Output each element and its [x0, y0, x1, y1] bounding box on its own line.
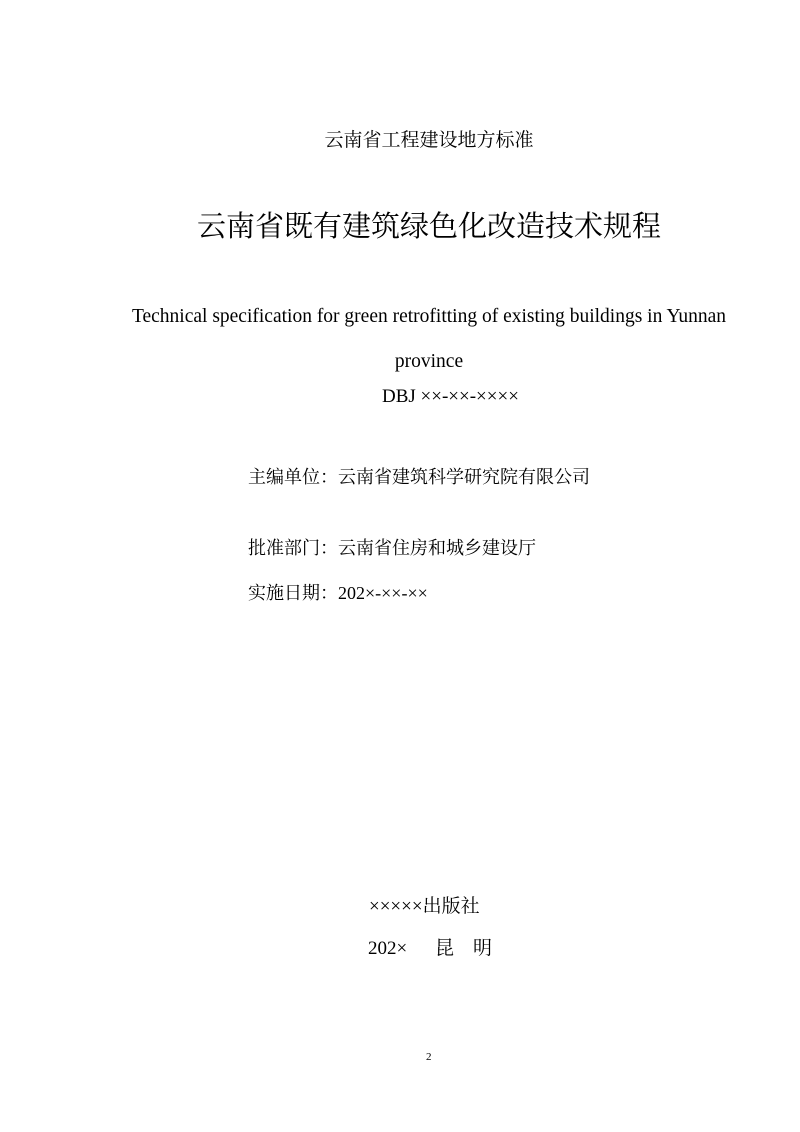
title-chinese: 云南省既有建筑绿色化改造技术规程 [196, 211, 661, 243]
chief-editor-unit: 主编单位：云南省建筑科学研究院有限公司 [248, 467, 590, 487]
page-number: 2 [426, 1051, 432, 1063]
title-english-line2: province [394, 351, 464, 372]
effective-date: 实施日期：202×-××-×× [248, 583, 428, 603]
publication-year: 202× [368, 938, 408, 959]
approval-department: 批准部门：云南省住房和城乡建设厅 [248, 538, 536, 558]
title-english-line1: Technical specification for green retrofitting of existing buildings in Yunnan [131, 306, 727, 327]
publisher: ×××××出版社 [369, 896, 480, 917]
standard-series: 云南省工程建设地方标准 [324, 130, 534, 151]
publication-city: 昆 明 [435, 938, 493, 959]
standard-code: DBJ ××-××-×××× [382, 386, 519, 407]
